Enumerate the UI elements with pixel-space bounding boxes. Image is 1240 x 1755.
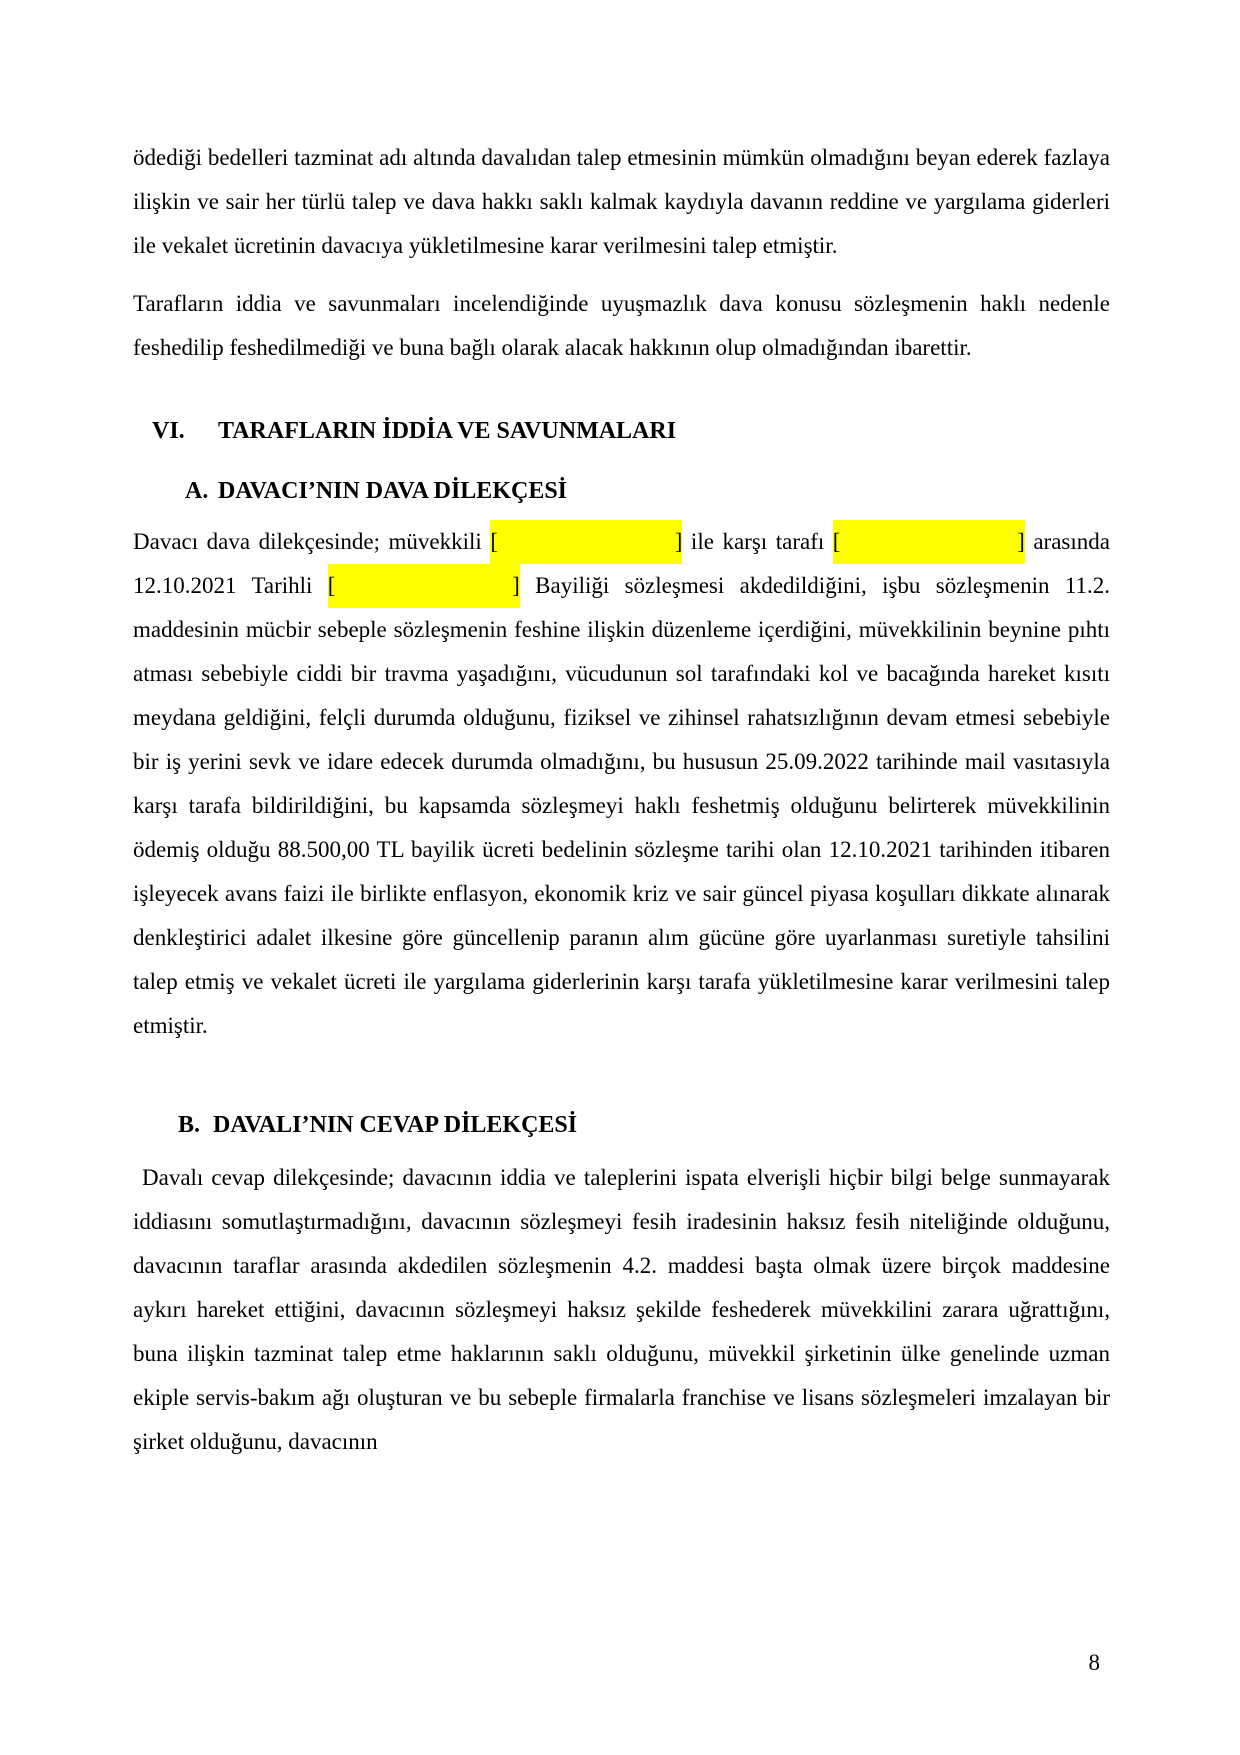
paragraph-defendant-response: Davalı cevap dilekçesinde; davacının iddia ve taleplerini ispata elverişli hiçbir bilgi belge sunmayarak iddiasını somutlaştırmadığını, davacının sözleşmeyi fesih iradesinin haksız fesih niteliğinde olduğunu, davacının taraflar arasında akdedilen sözleşmenin 4.2. maddesi başta olmak üzere birçok maddesine aykırı hareket ettiğini, davacının sözleşmeyi haksız şekilde feshederek müvekkilini zarara uğrattığını, buna ilişkin tazminat talep etme haklarının saklı olduğunu, müvekkil şirketinin ülke genelinde uzman ekiple servis-bakım ağı oluşturan ve bu sebeple firmalarla franchise ve lisans sözleşmeleri imzalayan bir şirket olduğunu, davacının — [133, 1165, 1110, 1454]
heading-b-marker: B. — [178, 1112, 201, 1138]
heading-vi-title: TARAFLARIN İDDİA VE SAVUNMALARI — [218, 418, 677, 444]
heading-vi-marker: VI. — [152, 418, 185, 444]
bracket-close: ] — [674, 529, 683, 554]
bracket-open: [ — [832, 529, 841, 554]
redacted-highlight-client-name — [490, 520, 682, 564]
text-run: ile karşı tarafı — [682, 529, 833, 554]
page-number: 8 — [1088, 1650, 1100, 1675]
text-run: arasında 12.10.2021 Tarihli — [133, 529, 1110, 598]
heading-subsection-a — [133, 476, 1110, 506]
text-run: Davacı dava dilekçesinde; müvekkili — [133, 529, 491, 554]
heading-a-marker: A. — [185, 478, 209, 504]
bracket-close: ] — [512, 573, 520, 598]
bracket-open: [ — [490, 529, 499, 554]
paragraph-plaintiff-petition — [133, 520, 1110, 1048]
bracket-close: ] — [1017, 529, 1025, 554]
heading-section-vi — [133, 416, 1110, 446]
heading-subsection-b — [133, 1110, 1110, 1140]
heading-b-title: DAVALI’NIN CEVAP DİLEKÇESİ — [213, 1112, 578, 1138]
bracket-open: [ — [327, 573, 336, 598]
redacted-highlight-franchise-name — [328, 564, 520, 608]
text-run: Bayiliği sözleşmesi akdedildiğini, işbu sözleşmenin 11.2. maddesinin mücbir sebeple sözleşmenin feshine ilişkin düzenleme içerdiğini, müvekkilinin beynine pıhtı atması sebebiyle ciddi bir travma yaşadığını, vücudunun sol tarafındaki kol ve bacağında hareket kısıtı meydana geldiğini, felçli durumda olduğunu, fiziksel ve zihinsel rahatsızlığının devam etmesi sebebiyle bir iş yerini sevk ve idare edecek durumda olmadığını, bu hususun 25.09.2022 tarihinde mail vasıtasıyla karşı tarafa bildirildiğini, bu kapsamda sözleşmeyi haklı feshetmiş olduğunu belirterek müvekkilinin ödemiş olduğu 88.500,00 TL bayilik ücreti bedelinin sözleşme tarihi olan 12.10.2021 tarihinden itibaren işleyecek avans faizi ile birlikte enflasyon, ekonomik kriz ve sair güncel piyasa koşulları dikkate alınarak denkleştirici adalet ilkesine göre güncellenip paranın alım gücüne göre uyarlanması suretiyle tahsilini talep etmiş ve vekalet ücreti ile yargılama giderlerinin karşı tarafa yükletilmesine karar verilmesini talep etmiştir. — [133, 573, 1110, 1038]
redacted-highlight-opposing-party — [833, 520, 1025, 564]
paragraph-claim-rejection: ödediği bedelleri tazminat adı altında davalıdan talep etmesinin mümkün olmadığını beyan ederek fazlaya ilişkin ve sair her türlü talep ve dava hakkı saklı kalmak kaydıyla davanın reddine ve yargılama giderleri ile vekalet ücretinin davacıya yükletilmesine karar verilmesini talep etmiştir. — [133, 145, 1110, 258]
heading-a-title: DAVACI’NIN DAVA DİLEKÇESİ — [218, 478, 568, 504]
paragraph-dispute-summary: Tarafların iddia ve savunmaları incelendiğinde uyuşmazlık dava konusu sözleşmenin haklı nedenle feshedilip feshedilmediği ve buna bağlı olarak alacak hakkının olup olmadığından ibarettir. — [133, 291, 1110, 360]
